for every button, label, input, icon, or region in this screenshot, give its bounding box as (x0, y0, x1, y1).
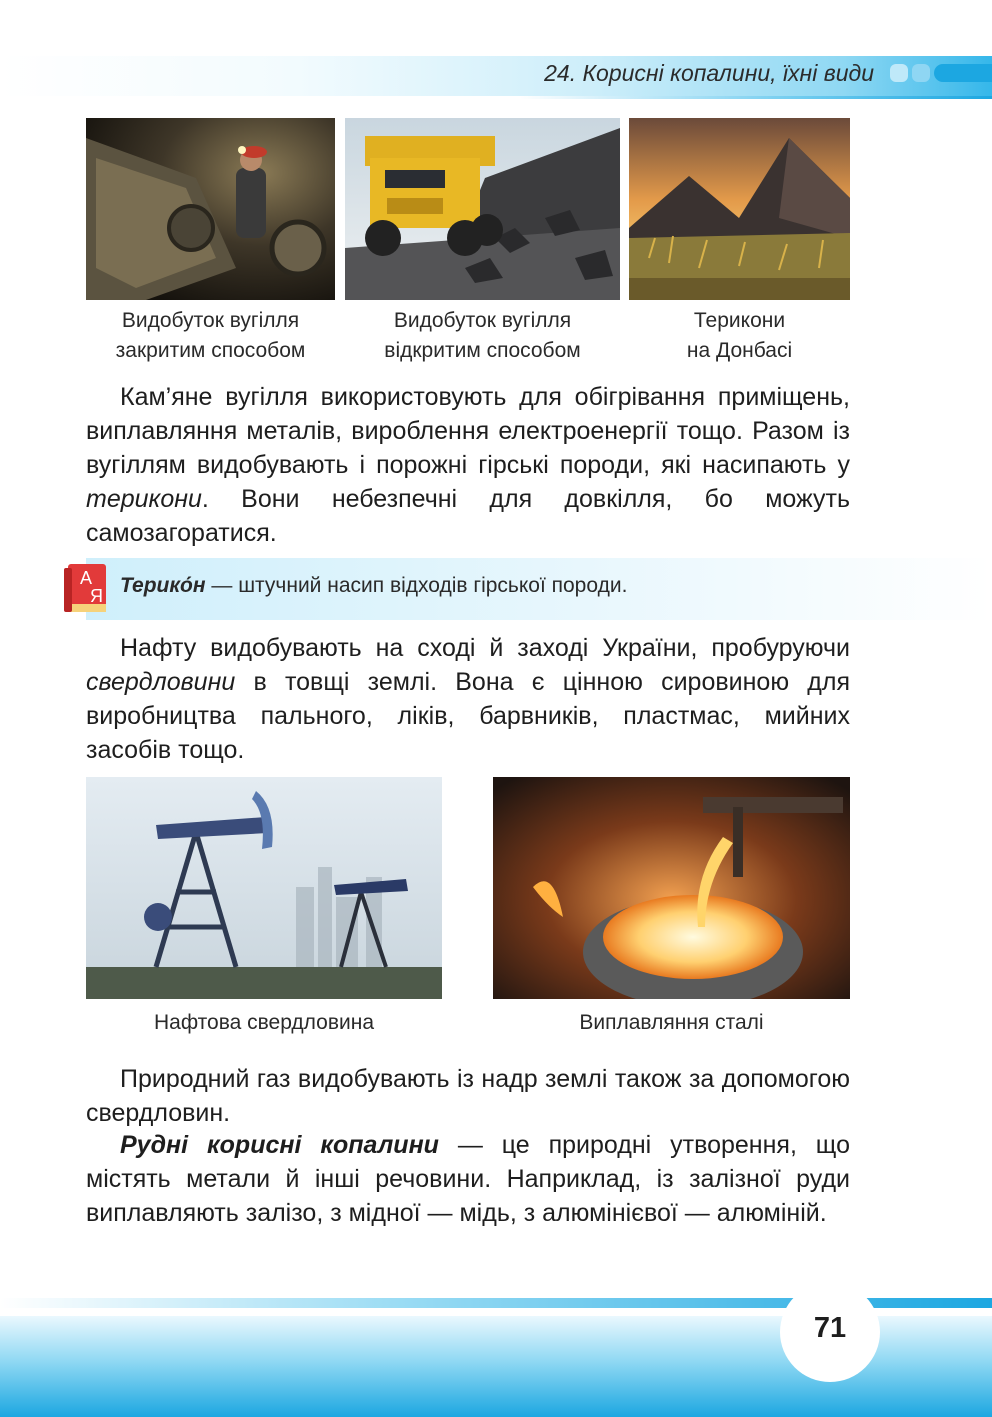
header-dot (912, 64, 930, 82)
photo-caption: Видобуток вугілля закритим способом (115, 309, 306, 362)
paragraph-ores: Рудні корисні копалини — це природні утворення, що містять метали й інші речовини. Наприклад, із залізної руди виплавляють залізо, з мідної — мідь, з алюмінієвої — алюміній. (86, 1131, 850, 1227)
header-bar (934, 64, 992, 82)
header-dot (890, 64, 908, 82)
photo-caption: Виплавляння сталі (579, 1011, 764, 1034)
svg-text:А: А (80, 568, 93, 588)
photo-caption: Нафтова свердловина (153, 1011, 375, 1034)
header-rule (520, 96, 992, 99)
paragraph-gas: Природний газ видобувають із надр землі також за допомогою свердловин. (86, 1065, 850, 1127)
dictionary-icon (62, 560, 112, 616)
header-decoration (890, 62, 992, 84)
definition-text: Терико́н — штучний насип відходів гірської породи. (120, 574, 628, 597)
donbas-spoil-tips-photo (629, 118, 850, 300)
svg-text:Я: Я (90, 586, 103, 606)
oil-well-photo (86, 777, 442, 999)
coal-underground-mining-photo (86, 118, 335, 300)
page-number: 71 (813, 1312, 847, 1344)
photo-caption: Видобуток вугілля відкритим способом (384, 309, 581, 362)
photo-caption: Терикони на Донбасі (686, 309, 793, 362)
steel-smelting-photo (493, 777, 850, 999)
chapter-title: 24. Корисні копалини, їхні види (544, 60, 874, 86)
paragraph-coal: Кам’яне вугілля використовують для обігрівання приміщень, виплавляння металів, вироблення електроенергії тощо. Разом із вугіллям видобувають і порожні гірські породи, які насипають у терикони. Вони небезпечні для довкілля, бо можуть самозагоратися. (86, 383, 850, 547)
paragraph-oil: Нафту видобувають на сході й заході України, пробуруючи свердловини в товщі землі. Вона є цінною сировиною для виробництва пального, ліків, барвників, пластмас, мийних засобів тощо. (86, 634, 850, 764)
coal-open-pit-mining-photo (345, 118, 620, 300)
